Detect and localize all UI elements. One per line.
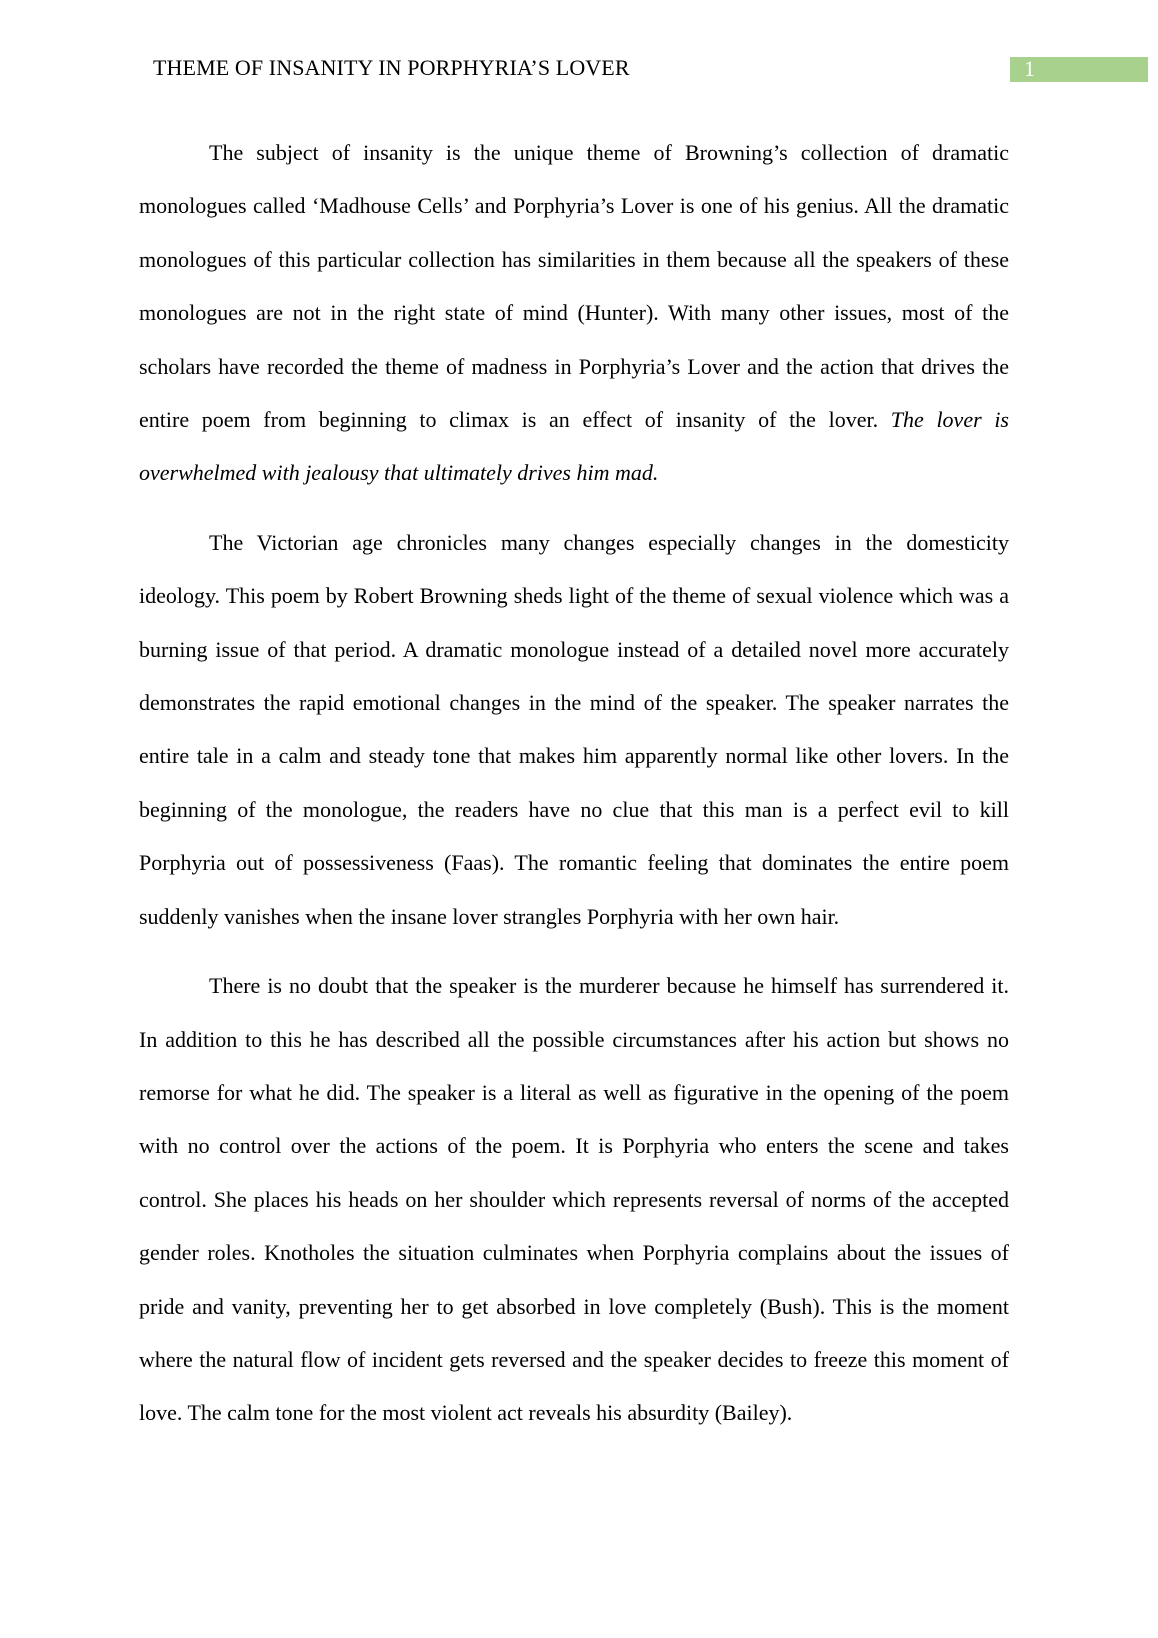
paragraph-2-text: The Victorian age chronicles many changes especially changes in the domesticity ideology. This poem by Robert Browning sheds light of the theme of sexual violence which was a burning issue of that period. A dramatic monologue instead of a detailed novel more accurately demonstrates the rapid emotional changes in the mind of the speaker. The speaker narrates the entire tale in a calm and steady tone that makes him apparently normal like other lovers. In the beginning of the monologue, the readers have no clue that this man is a perfect evil to kill Porphyria out of possessiveness (Faas). The romantic feeling that dominates the entire poem suddenly vanishes when the insane lover strangles Porphyria with her own hair. — [139, 529, 1009, 929]
running-head: THEME OF INSANITY IN PORPHYRIA’S LOVER — [153, 55, 630, 80]
paragraph-1 — [139, 126, 1009, 500]
page-number-badge — [1010, 57, 1148, 82]
document-body — [139, 126, 1009, 1440]
paragraph-1-text: The subject of insanity is the unique theme of Browning’s collection of dramatic monologues called ‘Madhouse Cells’ and Porphyria’s Lover is one of his genius. All the dramatic monologues of this particular collection has similarities in them because all the speakers of these monologues are not in the right state of mind (Hunter). With many other issues, most of the scholars have recorded the theme of madness in Porphyria’s Lover and the action that drives the entire poem from beginning to climax is an effect of insanity of the lover. — [139, 140, 1009, 433]
page-number: 1 — [1024, 56, 1035, 81]
paragraph-2 — [139, 516, 1009, 943]
paragraph-3 — [139, 959, 1009, 1440]
paragraph-1-italic-thesis: The lover is overwhelmed with jealousy that ultimately drives him mad. — [139, 407, 1009, 486]
paragraph-3-text: There is no doubt that the speaker is the murderer because he himself has surrendered it. In addition to this he has described all the possible circumstances after his action but shows no remorse for what he did. The speaker is a literal as well as figurative in the opening of the poem with no control over the actions of the poem. It is Porphyria who enters the scene and takes control. She places his heads on her shoulder which represents reversal of norms of the accepted gender roles. Knotholes the situation culminates when Porphyria complains about the issues of pride and vanity, preventing her to get absorbed in love completely (Bush). This is the moment where the natural flow of incident gets reversed and the speaker decides to freeze this moment of love. The calm tone for the most violent act reveals his absurdity (Bailey). — [139, 973, 1009, 1426]
